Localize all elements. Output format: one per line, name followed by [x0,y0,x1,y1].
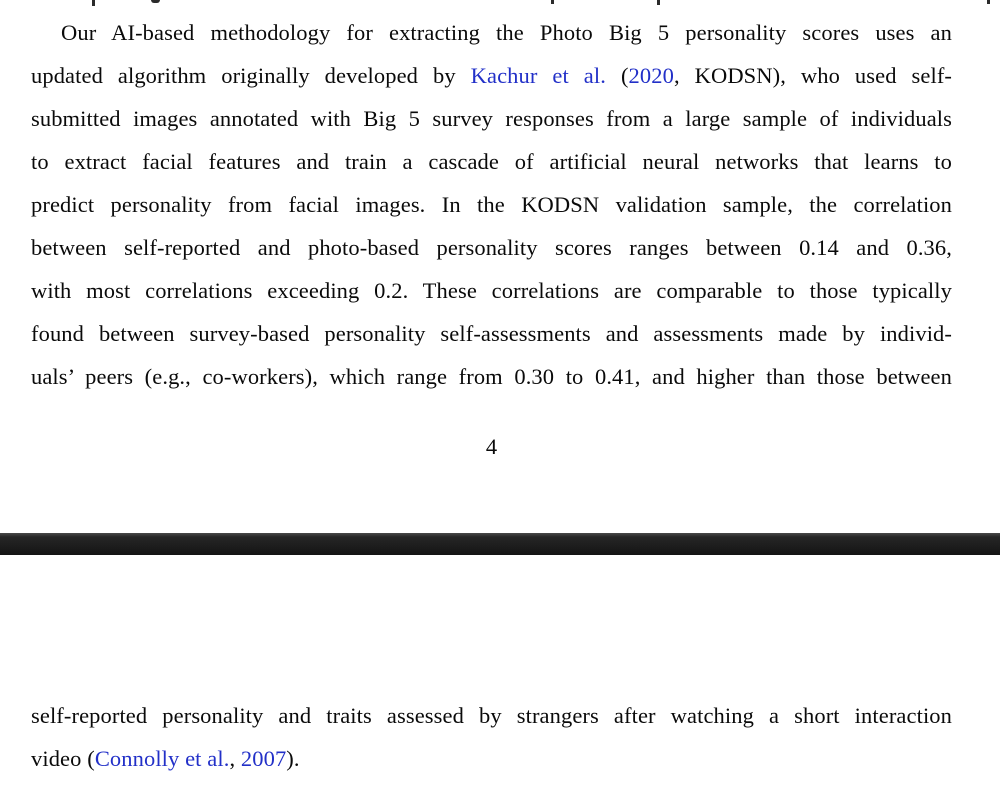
citation-link-kachur[interactable]: Kachur et al. [470,63,606,88]
text-run: between self-reported and photo-based personality scores ranges between 0.14 and 0.36, [31,235,952,260]
citation-link-2020[interactable]: 2020 [628,63,674,88]
letter-descender-fragment [657,0,660,5]
page-number: 4 [485,434,498,459]
text-line [31,269,952,312]
text-run: , KODSN), who used self- [673,63,953,88]
body-paragraph-continued [31,555,952,780]
text-line [31,694,952,737]
text-run: Our AI-based methodology for extracting the Photo Big 5 personality scores uses an [61,20,952,45]
text-run: , [229,746,241,771]
text-run: ). [286,746,300,771]
letter-descender-fragment [151,0,160,3]
letter-descender-fragment [987,0,990,4]
letter-descender-fragment [551,0,554,4]
citation-link-connolly[interactable]: Connolly et al. [94,746,230,771]
text-line [31,54,952,97]
text-run: ( [605,63,629,88]
text-line [31,140,952,183]
text-run: submitted images annotated with Big 5 survey responses from a large sample of individuals [31,106,952,131]
text-line [31,355,952,398]
text-run: found between survey-based personality self-assessments and assessments made by individ- [31,321,952,346]
text-run: uals’ peers (e.g., co-workers), which range from 0.30 to 0.41, and higher than those between [31,364,952,389]
text-line [31,226,952,269]
cropped-text-line [0,0,1000,8]
page-separator [0,533,1000,555]
text-line [31,312,952,355]
body-paragraph [31,0,952,468]
text-run: updated algorithm originally developed by [31,63,471,88]
text-run: with most correlations exceeding 0.2. These correlations are comparable to those typically [31,278,952,303]
text-line [31,183,952,226]
page-5 [0,555,1000,788]
letter-descender-fragment [92,0,95,6]
text-line [31,737,952,780]
text-line [31,11,952,54]
text-run: video ( [31,746,95,771]
text-line [31,97,952,140]
text-run: to extract facial features and train a cascade of artificial neural networks that learns to [31,149,952,174]
citation-link-2007[interactable]: 2007 [240,746,287,771]
text-run: predict personality from facial images. In the KODSN validation sample, the correlation [31,192,952,217]
text-run: self-reported personality and traits assessed by strangers after watching a short interaction [31,703,952,728]
